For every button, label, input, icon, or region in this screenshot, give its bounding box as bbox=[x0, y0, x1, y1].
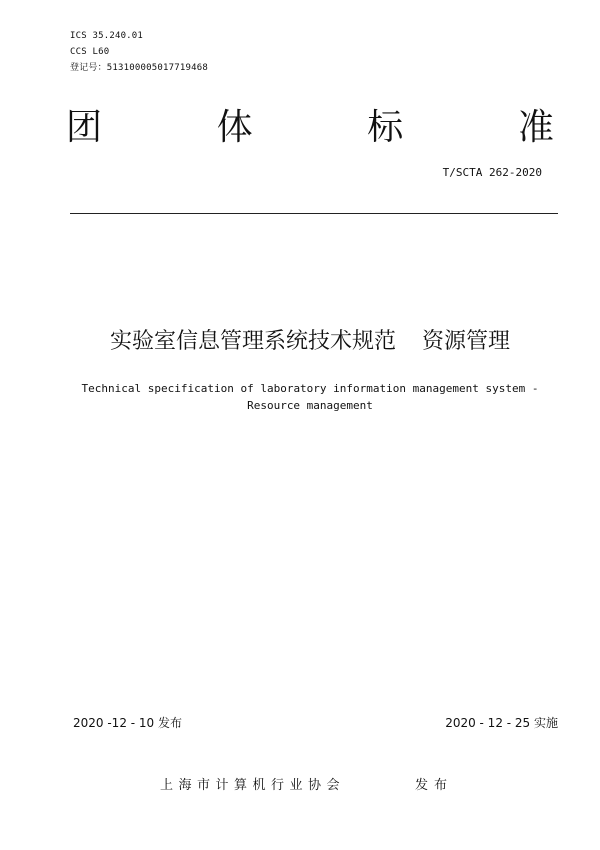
english-title bbox=[40, 380, 580, 414]
document-title-part: 资源管理 bbox=[422, 329, 511, 354]
english-title-line2: Resource management bbox=[247, 399, 373, 412]
issue-date: 2020 -12 - 10 发布 bbox=[73, 716, 182, 730]
category-char: 标 bbox=[367, 107, 404, 148]
publisher-name: 上海市计算机行业协会 bbox=[160, 778, 346, 793]
standard-number: T/SCTA 262-2020 bbox=[442, 166, 542, 179]
implementation-date: 2020 - 12 - 25 实施 bbox=[445, 716, 558, 730]
registration-number: 登记号：513100005017719468 bbox=[70, 63, 208, 73]
standard-category-title bbox=[60, 104, 560, 152]
category-char: 准 bbox=[517, 107, 554, 148]
category-char: 团 bbox=[65, 107, 102, 148]
document-title bbox=[60, 327, 560, 357]
category-char: 体 bbox=[216, 107, 253, 148]
ccs-code: CCS L60 bbox=[70, 47, 110, 57]
header-divider bbox=[70, 213, 558, 214]
document-title-main: 实验室信息管理系统技术规范 bbox=[109, 329, 396, 354]
ics-code: ICS 35.240.01 bbox=[70, 31, 144, 41]
english-title-line1: Technical specification of laboratory information management system - bbox=[81, 382, 539, 395]
publish-label: 发布 bbox=[415, 778, 454, 793]
